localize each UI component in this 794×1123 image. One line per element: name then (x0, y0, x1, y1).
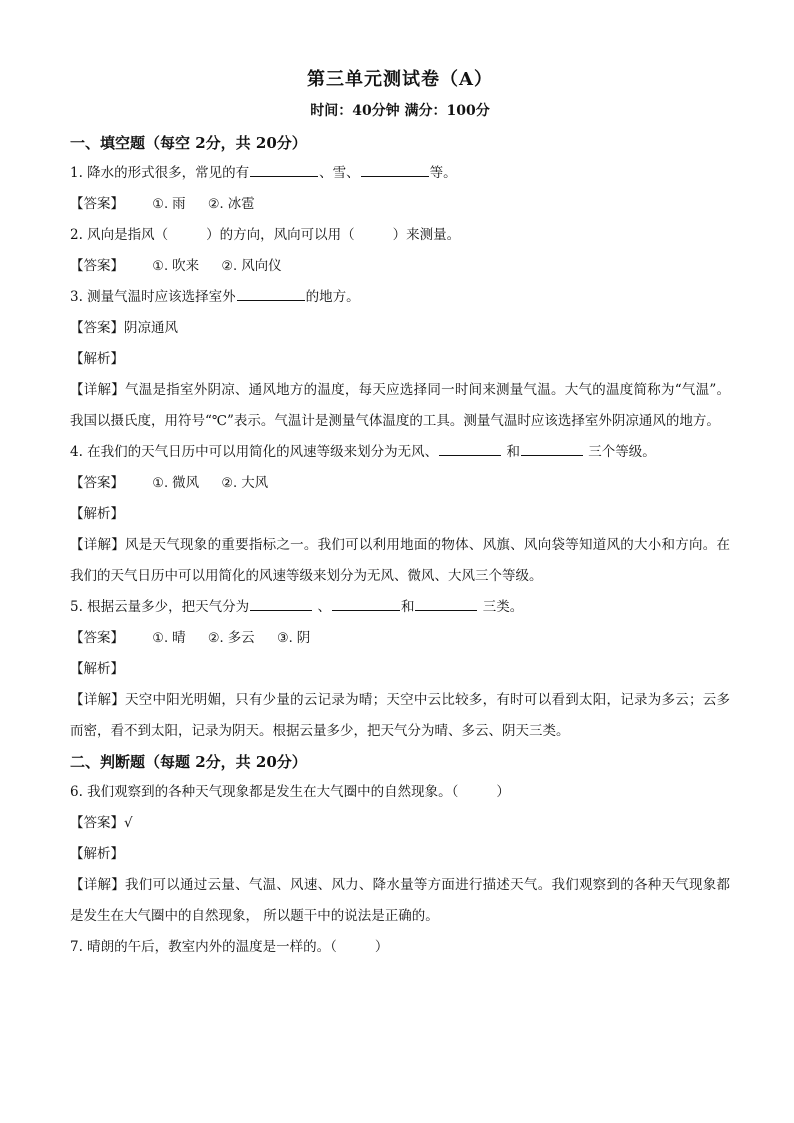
answer-label: 【答案】 (70, 320, 124, 336)
question-2-suffix: ）来测量。 (392, 227, 461, 243)
answer-row-5 (70, 623, 730, 654)
answer-text: 阴凉通风 (124, 320, 178, 336)
answer-number: ②. (207, 631, 224, 646)
page-title: 第三单元测试卷（A） (307, 69, 493, 90)
question-5-prefix: 5. 根据云量多少，把天气分为 (70, 599, 250, 615)
analysis-label: 【解析】 (70, 506, 124, 522)
answer-text: 微风 (172, 475, 200, 491)
detail-text: 我们可以通过云量、气温、风速、风力、降水量等方面进行描述天气。我们观察到的各种天气现象都是发生在大气圈中的自然现象， 所以题干中的说法是正确的。 (70, 877, 731, 924)
section-heading-true-false: 二、判断题（每题 2分，共 20分） (70, 753, 307, 771)
question-6-text: 6. 我们观察到的各种天气现象都是发生在大气圈中的自然现象。（ (70, 784, 459, 800)
analysis-label: 【解析】 (70, 846, 124, 862)
question-5 (70, 592, 730, 623)
answer-number: ②. (221, 259, 238, 274)
answer-text: 大风 (241, 475, 269, 491)
answer-row-4 (70, 468, 730, 499)
answer-blank (521, 441, 583, 456)
analysis-label: 【解析】 (70, 351, 124, 367)
question-5-mid: 和 (400, 599, 415, 615)
answer-label: 【答案】 (70, 258, 124, 274)
exam-page (70, 60, 730, 963)
answer-text: 雨 (172, 196, 186, 212)
answer-number: ①. (152, 197, 169, 212)
question-2-mid: ）的方向，风向可以用（ (206, 227, 355, 243)
answer-text: 晴 (172, 630, 186, 646)
question-3 (70, 282, 730, 313)
detail-label: 【详解】 (70, 692, 126, 708)
question-7-text: 7. 晴朗的午后，教室内外的温度是一样的。（ (70, 939, 337, 955)
analysis-label: 【解析】 (70, 661, 124, 677)
answer-number: ②. (221, 476, 238, 491)
detail-paragraph-5 (70, 685, 730, 747)
answer-row-2 (70, 251, 730, 282)
answer-number: ②. (207, 197, 224, 212)
question-6 (70, 777, 730, 808)
answer-blank (250, 162, 318, 177)
answer-blank (332, 596, 400, 611)
question-4 (70, 437, 730, 468)
answer-row-6 (70, 808, 730, 839)
answer-text: 冰雹 (227, 196, 255, 212)
answer-item (152, 468, 199, 499)
answer-text: 多云 (227, 630, 255, 646)
answer-item (208, 623, 255, 654)
answer-blank (361, 162, 429, 177)
answer-row-1 (70, 189, 730, 220)
question-2-prefix: 2. 风向是指风（ (70, 227, 169, 243)
answer-text: 吹来 (172, 258, 200, 274)
detail-text: 风是天气现象的重要指标之一。我们可以利用地面的物体、风旗、风向袋等知道风的大小和方向。在我们的天气日历中可以用简化的风速等级来划分为无风、微风、大风三个等级。 (70, 537, 731, 584)
answer-item (221, 468, 268, 499)
answer-label: 【答案】 (70, 815, 124, 831)
question-4-suffix: 三个等级。 (583, 444, 656, 460)
exam-meta: 时间：40分钟 满分：100分 (310, 103, 490, 119)
answer-number: ③. (276, 631, 293, 646)
detail-paragraph-3 (70, 375, 730, 437)
answer-item (277, 623, 310, 654)
question-3-suffix: 的地方。 (305, 289, 360, 305)
question-4-mid: 和 (502, 444, 520, 460)
question-7-close: ） (374, 939, 389, 955)
answer-row-3 (70, 313, 730, 344)
answer-text: 阴 (296, 630, 311, 646)
question-7 (70, 932, 730, 963)
answer-number: ①. (152, 631, 169, 646)
answer-text: 风向仪 (241, 258, 282, 274)
answer-item (208, 189, 255, 220)
answer-blank (237, 286, 305, 301)
answer-blank (439, 441, 501, 456)
answer-item (152, 189, 185, 220)
question-1 (70, 158, 730, 189)
answer-item (152, 623, 185, 654)
detail-paragraph-4 (70, 530, 730, 592)
detail-text: 气温是指室外阴凉、通风地方的温度，每天应选择同一时间来测量气温。大气的温度简称为“气温”。我国以摄氏度，用符号“℃”表示。气温计是测量气体温度的工具。测量气温时应该选择室外阴凉通风的地方。 (70, 382, 730, 429)
answer-blank (250, 596, 312, 611)
answer-label: 【答案】 (70, 630, 124, 646)
answer-item (221, 251, 281, 282)
question-5-sep: 、 (313, 599, 331, 615)
question-3-prefix: 3. 测量气温时应该选择室外 (70, 289, 236, 305)
answer-label: 【答案】 (70, 475, 124, 491)
detail-text: 天空中阳光明媚，只有少量的云记录为晴；天空中云比较多，有时可以看到太阳，记录为多云；云多而密，看不到太阳，记录为阴天。根据云量多少，把天气分为晴、多云、阴天三类。 (70, 692, 731, 739)
question-1-sep: 、雪、 (319, 165, 360, 181)
detail-label: 【详解】 (70, 382, 125, 398)
question-6-close: ） (496, 784, 510, 800)
answer-item (152, 251, 199, 282)
answer-blank (415, 596, 477, 611)
answer-number: ①. (152, 476, 169, 491)
answer-number: ①. (152, 259, 169, 274)
question-1-prefix: 1. 降水的形式很多，常见的有 (70, 165, 250, 181)
detail-label: 【详解】 (70, 877, 126, 893)
question-1-suffix: 等。 (429, 165, 457, 181)
answer-label: 【答案】 (70, 196, 124, 212)
detail-paragraph-6 (70, 870, 730, 932)
question-4-prefix: 4. 在我们的天气日历中可以用简化的风速等级来划分为无风、 (70, 444, 439, 460)
answer-text: √ (124, 815, 133, 831)
detail-label: 【详解】 (70, 537, 126, 553)
question-5-suffix: 三类。 (478, 599, 524, 615)
section-heading-fill-blank: 一、填空题（每空 2分，共 20分） (70, 134, 307, 152)
question-2 (70, 220, 730, 251)
